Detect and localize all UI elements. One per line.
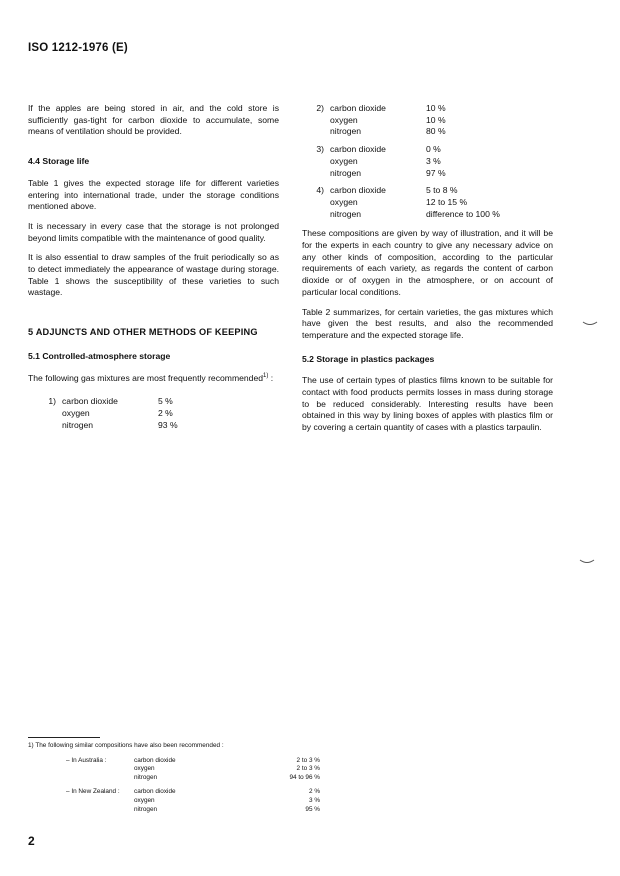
gas-value: 93 % [158,419,178,430]
gas-name: oxygen [330,196,358,207]
gas-name: oxygen [134,796,155,804]
gas-value: 10 % [426,103,446,113]
section-4-4-heading: 4.4 Storage life [28,156,90,167]
gas-mixture-1 [28,396,279,431]
gas-name: carbon dioxide [62,396,118,407]
gas-value: difference to 100 % [426,208,500,219]
section-4-4-paragraph-1: Table 1 gives the expected storage life for different varieties entering into international trade, under the storage conditions mentioned above. [28,177,279,212]
footnote-country: – In New Zealand : [66,788,120,796]
section-5-1-paragraph [28,373,279,385]
mixture-number: 1) [48,396,56,407]
section-4-4-paragraph-2: It is necessary in every case that the storage is not prolonged beyond limits compatible with the maintenance of good quality. [28,220,279,243]
gas-mixture-3 [302,144,553,179]
gas-mixture-4 [302,185,553,220]
gas-name: oxygen [330,155,358,166]
gas-value: 3 % [426,155,441,166]
section-5-1-text-end: : [268,372,274,383]
gas-name: nitrogen [330,167,362,178]
gas-name: carbon dioxide [330,103,386,113]
gas-name: nitrogen [330,126,362,137]
gas-value: 0 % [426,144,441,155]
page-number: 2 [28,834,35,848]
left-column [28,103,279,431]
mixture-number: 3) [316,144,324,155]
footnote-australia [28,757,328,783]
gas-value: 2 % [158,407,173,418]
gas-name: oxygen [62,407,90,418]
footnote-country: – In Australia : [66,756,107,764]
gas-name: carbon dioxide [134,788,176,796]
mixture-number: 2) [316,103,324,113]
footnote [28,742,328,814]
section-5-2-paragraph: The use of certain types of plastics films known to be suitable for contact with food products permits losses in mass during storage to be reduced considerably. Interesting results have been obtained in this way by lining boxes of apples with plastics film or by covering a certain quantity of cases with a plastics tarpaulin. [302,375,553,433]
gas-name: carbon dioxide [330,185,386,196]
right-column [302,103,553,442]
gas-value: 3 % [308,796,320,804]
compositions-paragraph: These compositions are given by way of illustration, and it will be for the experts in each country to give any necessary advice on any other kinds of composition, according to the particular requirements of each variety, as regards the content of carbon dioxide or of oxygen in the atmosphere, or on account of particular local conditions. [302,228,553,297]
scan-mark [582,318,598,330]
gas-value: 97 % [426,167,446,178]
gas-name: oxygen [330,114,358,125]
gas-value: 10 % [426,114,446,125]
scan-mark [579,556,595,568]
gas-name: nitrogen [134,805,158,813]
footnote-reference: 1) [263,372,269,379]
section-5-1-heading: 5.1 Controlled-atmosphere storage [28,350,171,361]
gas-name: nitrogen [330,208,362,219]
gas-value: 5 to 8 % [426,185,458,196]
gas-mixture-2 [302,103,553,138]
section-5-2-heading: 5.2 Storage in plastics packages [302,353,435,364]
gas-value: 2 % [308,788,320,796]
footnote-new-zealand [28,788,328,814]
intro-paragraph: If the apples are being stored in air, and the cold store is sufficiently gas-tight for carbon dioxide to accumulate, some means of ventilation should be provided. [28,103,279,137]
gas-name: oxygen [134,765,155,773]
mixture-number: 4) [316,185,324,196]
gas-name: nitrogen [62,419,94,430]
gas-value: 2 to 3 % [296,765,320,773]
gas-value: 80 % [426,126,446,137]
gas-value: 94 to 96 % [289,773,320,781]
document-header: ISO 1212-1976 (E) [28,42,128,54]
gas-value: 95 % [305,805,320,813]
gas-value: 2 to 3 % [296,756,320,764]
footnote-rule [28,737,100,738]
table-2-paragraph: Table 2 summarizes, for certain varieties, the gas mixtures which have given the best results, and also the recommended temperature and the expected storage life. [302,306,553,340]
section-4-4-paragraph-3: It is also essential to draw samples of the fruit periodically so as to detect immediately the appearance of wastage during storage. Table 1 shows the susceptibility of these varieties to such wastage. [28,252,279,298]
gas-value: 12 to 15 % [426,196,468,207]
gas-value: 5 % [158,396,173,407]
footnote-text: 1) The following similar compositions have also been recommended : [28,742,224,749]
gas-name: carbon dioxide [330,144,386,155]
section-5-heading: 5 ADJUNCTS AND OTHER METHODS OF KEEPING [28,327,258,338]
gas-name: carbon dioxide [134,756,176,764]
section-5-1-text: The following gas mixtures are most frequently recommended [28,372,264,383]
gas-name: nitrogen [134,773,158,781]
